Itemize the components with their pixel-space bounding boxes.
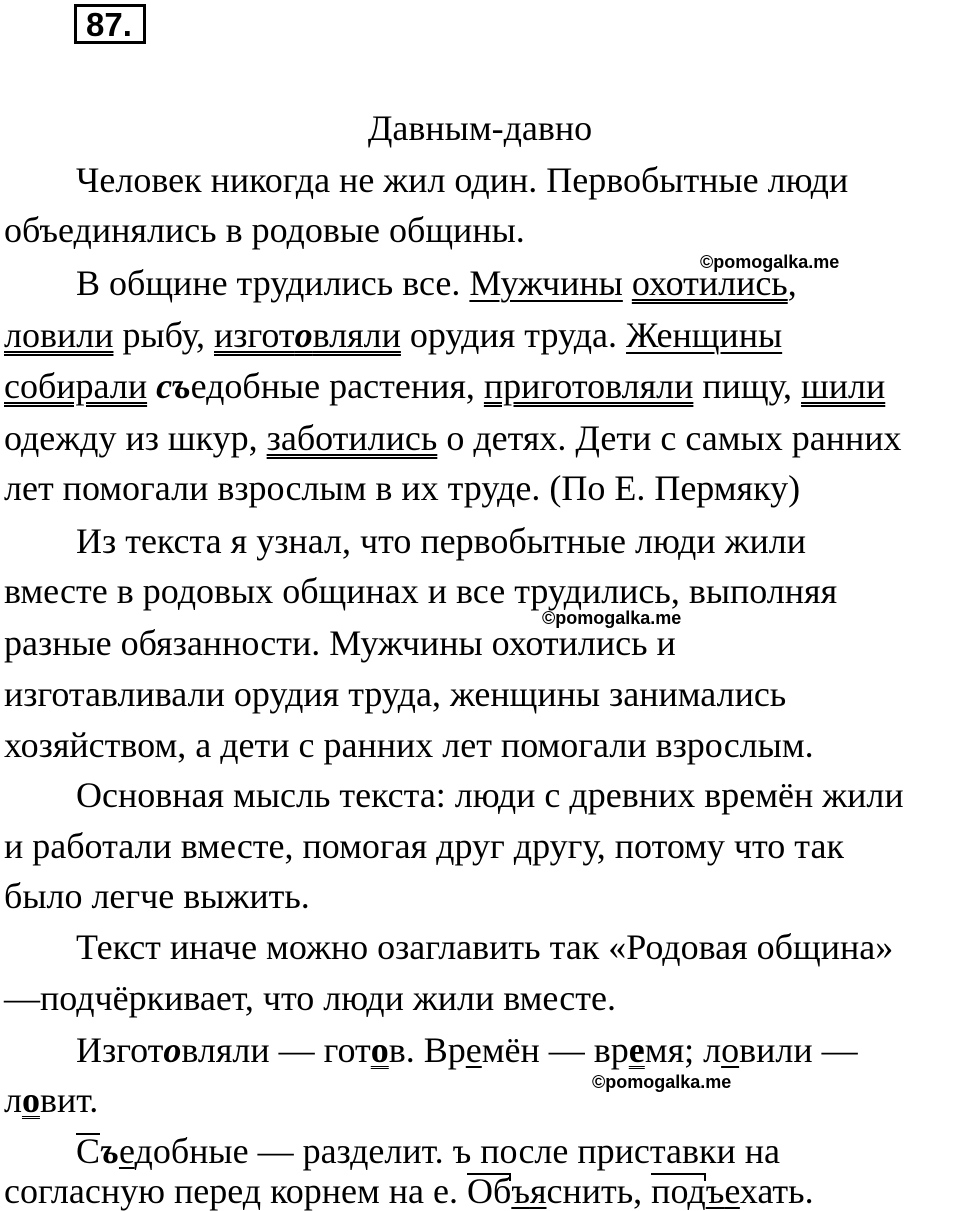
text-line-19 — [4, 1080, 956, 1120]
text-line-7: лет помогали взрослым в их труде. (По Е. Пермяку) — [4, 468, 801, 508]
watermark: ©pomogalka.me — [592, 1072, 732, 1092]
text-line-5 — [4, 366, 956, 406]
text-fragment — [147, 366, 156, 406]
page-title: Давным-давно — [367, 108, 593, 148]
text-line-16: Текст иначе можно озаглавить так «Родовая община» — [76, 927, 894, 967]
text-line-20 — [76, 1131, 960, 1171]
subject-women: Женщины — [626, 315, 783, 355]
text-fragment: пищу, — [693, 366, 802, 406]
text-fragment: , — [787, 263, 797, 303]
text-fragment: мя; л — [644, 1030, 722, 1070]
highlighted-vowel: е — [628, 1030, 645, 1070]
text-fragment: добные — разделит. ъ после приставки на — [134, 1131, 781, 1171]
text-fragment: изгот — [214, 315, 295, 355]
watermark: ©pomogalka.me — [700, 252, 840, 272]
text-fragment: В общине трудились все. — [76, 263, 470, 303]
text-fragment: Изгот — [76, 1030, 164, 1070]
text-fragment: едобные растения, — [190, 366, 484, 406]
exercise-number: 87. — [74, 4, 146, 44]
text-fragment: хать. — [739, 1171, 814, 1211]
highlighted-vowel: е — [465, 1030, 482, 1070]
text-line-8: Из текста я узнал, что первобытные люди жили — [76, 521, 806, 561]
text-line-6 — [4, 418, 956, 458]
text-line-13: Основная мысль текста: люди с древних времён жили — [76, 775, 904, 815]
text-fragment: вляли — гот — [181, 1030, 371, 1070]
text-fragment — [623, 263, 632, 303]
text-fragment: орудия труда. — [400, 315, 627, 355]
predicate-made — [214, 315, 401, 355]
highlighted-vowel: о — [163, 1030, 182, 1070]
text-fragment: вляли — [312, 315, 401, 355]
highlighted-letter: ъ — [511, 1171, 530, 1211]
text-line-21 — [4, 1171, 956, 1211]
text-fragment: рыбу, — [113, 315, 214, 355]
highlighted-vowel: е — [118, 1131, 135, 1171]
predicate-sewed: шили — [801, 366, 886, 406]
text-fragment: о детях. Дети с самых ранних — [437, 418, 902, 458]
text-line-9: вместе в родовых общинах и все трудились, выполняя — [4, 571, 838, 611]
text-fragment: одежду из шкур, — [4, 418, 267, 458]
text-fragment: вит. — [39, 1080, 99, 1120]
text-line-18 — [76, 1030, 960, 1070]
text-line-1: Человек никогда не жил один. Первобытные люди — [76, 160, 849, 200]
subject-mens: Мужчины — [469, 263, 623, 303]
predicate-cared: заботились — [266, 418, 438, 458]
highlighted-vowel: о — [721, 1030, 740, 1070]
text-line-2: объединялись в родовые общины. — [4, 210, 525, 250]
highlighted-letter: ъ — [100, 1131, 119, 1171]
text-line-10: разные обязанности. Мужчины охотились и — [4, 623, 676, 663]
highlighted-vowel: о — [21, 1080, 40, 1120]
highlighted-vowel: о — [294, 315, 313, 355]
highlighted-vowel: е — [724, 1171, 740, 1211]
text-fragment: согласную перед корнем на е. — [4, 1171, 467, 1211]
text-line-15: было легче выжить. — [4, 876, 310, 916]
prefix-marked: под — [651, 1171, 706, 1211]
text-fragment: в. Вр — [388, 1030, 466, 1070]
highlighted-letter: ъ — [705, 1171, 725, 1211]
prefix-marked: С — [76, 1131, 101, 1171]
text-line-14: и работали вместе, помогая друг другу, потому что так — [4, 826, 844, 866]
text-line-17: —подчёркивает, что люди жили вместе. — [4, 978, 616, 1018]
predicate-caught: ловили — [4, 315, 114, 355]
text-fragment: снить, — [546, 1171, 652, 1211]
predicate-gathered: собирали — [4, 366, 148, 406]
text-line-4 — [4, 315, 956, 355]
predicate-hunted: охотились — [631, 263, 788, 303]
text-line-11: изготавливали орудия труда, женщины занимались — [4, 674, 787, 714]
prefix-marked: Об — [466, 1171, 512, 1211]
highlighted-letters: съ — [156, 366, 191, 406]
text-fragment: вили — — [739, 1030, 858, 1070]
watermark: ©pomogalka.me — [542, 608, 682, 628]
text-fragment: мён — вр — [481, 1030, 629, 1070]
predicate-cooked: приготовляли — [483, 366, 694, 406]
text-line-12: хозяйством, а дети с ранних лет помогали взрослым. — [4, 725, 814, 765]
text-fragment: л — [4, 1080, 22, 1120]
highlighted-vowel: о — [370, 1030, 389, 1070]
highlighted-vowel: я — [529, 1171, 547, 1211]
